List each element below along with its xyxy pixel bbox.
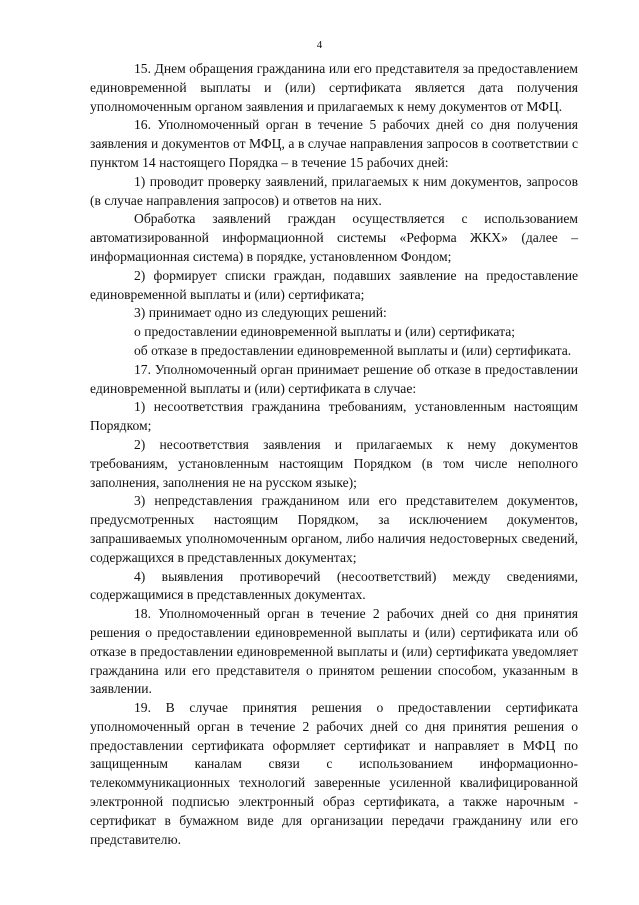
- paragraph-17: 17. Уполномоченный орган принимает решение об отказе в предоставлении единовременной выплаты и (или) сертификата в случае:: [90, 361, 578, 396]
- paragraph-15: 15. Днем обращения гражданина или его представителя за предоставлением единовременной выплаты и (или) сертификата является дата получения уполномоченным органом заявления и прилагаемых к нему документов от МФЦ.: [90, 61, 578, 114]
- paragraph-17-item-2: 2) несоответствия заявления и прилагаемых к нему документов требованиям, установленным настоящим Порядком (в том числе неполного заполнения, заполнения не на русском языке);: [90, 436, 578, 490]
- paragraph-16-processing-note: Обработка заявлений граждан осуществляется с использованием автоматизированной информационной системы «Реформа ЖКХ» (далее – информационная система) в порядке, установленном Фондом;: [90, 211, 578, 264]
- paragraph-16: 16. Уполномоченный орган в течение 5 рабочих дней со дня получения заявления и документов от МФЦ, а в случае направления запросов в соответствии с пунктом 14 настоящего Порядка – в течение 15 рабочих дней:: [90, 117, 578, 170]
- paragraph-16-item-3: 3) принимает одно из следующих решений:: [134, 305, 387, 321]
- paragraph-17-item-3: 3) непредставления гражданином или его представителем документов, предусмотренных настоящим Порядком, за исключением документов, запрашиваемых уполномоченным органом, либо наличия недостоверных сведений, содержащихся в представленных документах;: [90, 493, 578, 565]
- paragraph-18: 18. Уполномоченный орган в течение 2 рабочих дней со дня принятия решения о предоставлении единовременной выплаты и (или) сертификата или об отказе в предоставлении единовременной выплаты и (или) сертификата уведомляет гражданина или его представителя о принятом решении способом, указанным в заявлении.: [90, 606, 578, 697]
- paragraph-16-decision-grant: о предоставлении единовременной выплаты и (или) сертификата;: [134, 324, 516, 340]
- paragraph-16-item-1: 1) проводит проверку заявлений, прилагаемых к ним документов, запросов (в случае направления запросов) и ответов на них.: [90, 173, 578, 208]
- paragraph-16-decision-refuse: об отказе в предоставлении единовременной выплаты и (или) сертификата.: [134, 342, 572, 358]
- document-body: [90, 60, 578, 849]
- paragraph-19: 19. В случае принятия решения о предоставлении сертификата уполномоченный орган в течение 2 рабочих дней со дня принятия решения о предоставлении сертификата оформляет сертификат и направляет в МФЦ по защищенным каналам связи с использованием информационно-телекоммуникационных технологий заверенные усиленной квалифицированной электронной подписью электронный образ сертификата, а также нарочным - сертификат в бумажном виде для организации передачи гражданину или его представителю.: [90, 700, 578, 847]
- paragraph-17-item-4: 4) выявления противоречий (несоответствий) между сведениями, содержащимися в представленных документах.: [90, 568, 578, 603]
- page-number: 4: [316, 39, 323, 51]
- paragraph-16-item-2: 2) формирует списки граждан, подавших заявление на предоставление единовременной выплаты и (или) сертификата;: [90, 267, 578, 302]
- paragraph-17-item-1: 1) несоответствия гражданина требованиям, установленным настоящим Порядком;: [90, 399, 578, 434]
